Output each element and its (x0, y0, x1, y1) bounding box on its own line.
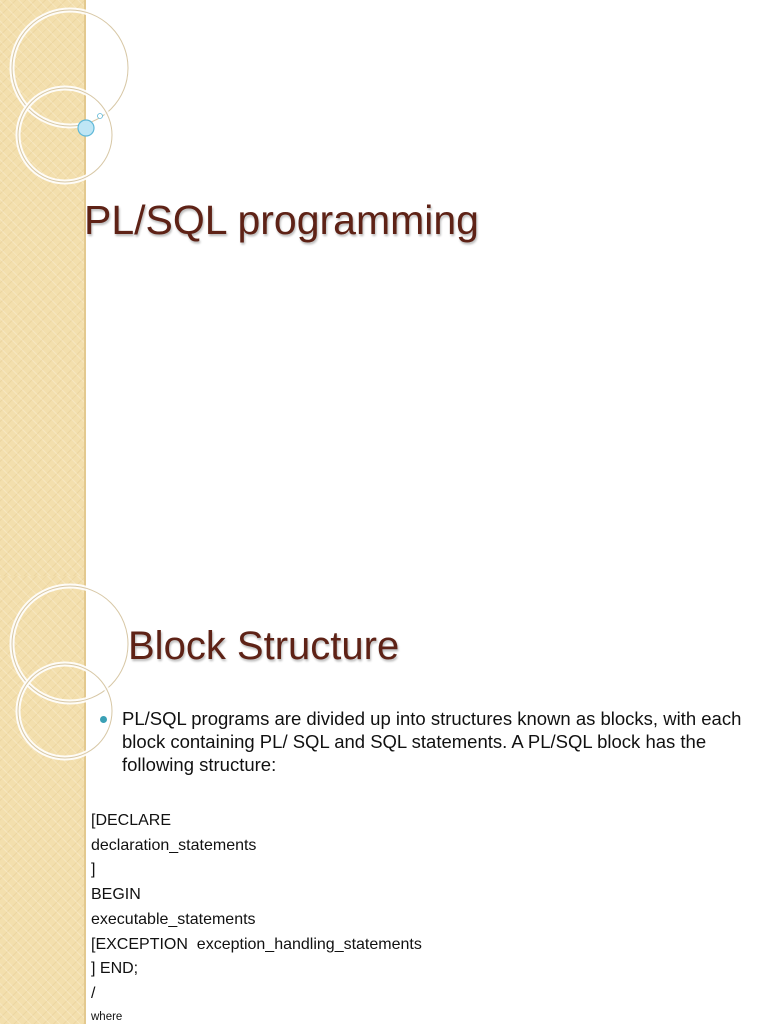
code-block (91, 809, 422, 1024)
code-line: [DECLARE (91, 812, 172, 829)
code-line: ] END; (91, 960, 139, 978)
bullet-dot-icon (100, 716, 107, 723)
slide-block-structure (0, 576, 768, 1024)
decorative-circles-icon (0, 0, 140, 200)
code-line: executable_statements (91, 910, 256, 928)
bullet-item (100, 707, 750, 776)
bullet-list (100, 707, 750, 776)
code-line: BEGIN (91, 886, 141, 904)
code-line: [EXCEPTION exception_handling_statements (91, 935, 422, 953)
code-line: ] (91, 861, 96, 879)
code-line: where (91, 1010, 123, 1023)
code-line: / (91, 984, 96, 1002)
bullet-text: PL/SQL programs are divided up into structures known as blocks, with each block containing PL/ SQL and SQL statements. A PL/SQL block has the following structure: (122, 708, 742, 775)
code-line: declaration_statements (91, 836, 257, 854)
slide-title-heading: PL/SQL programming (84, 197, 479, 243)
slide-heading: Block Structure (128, 624, 400, 668)
